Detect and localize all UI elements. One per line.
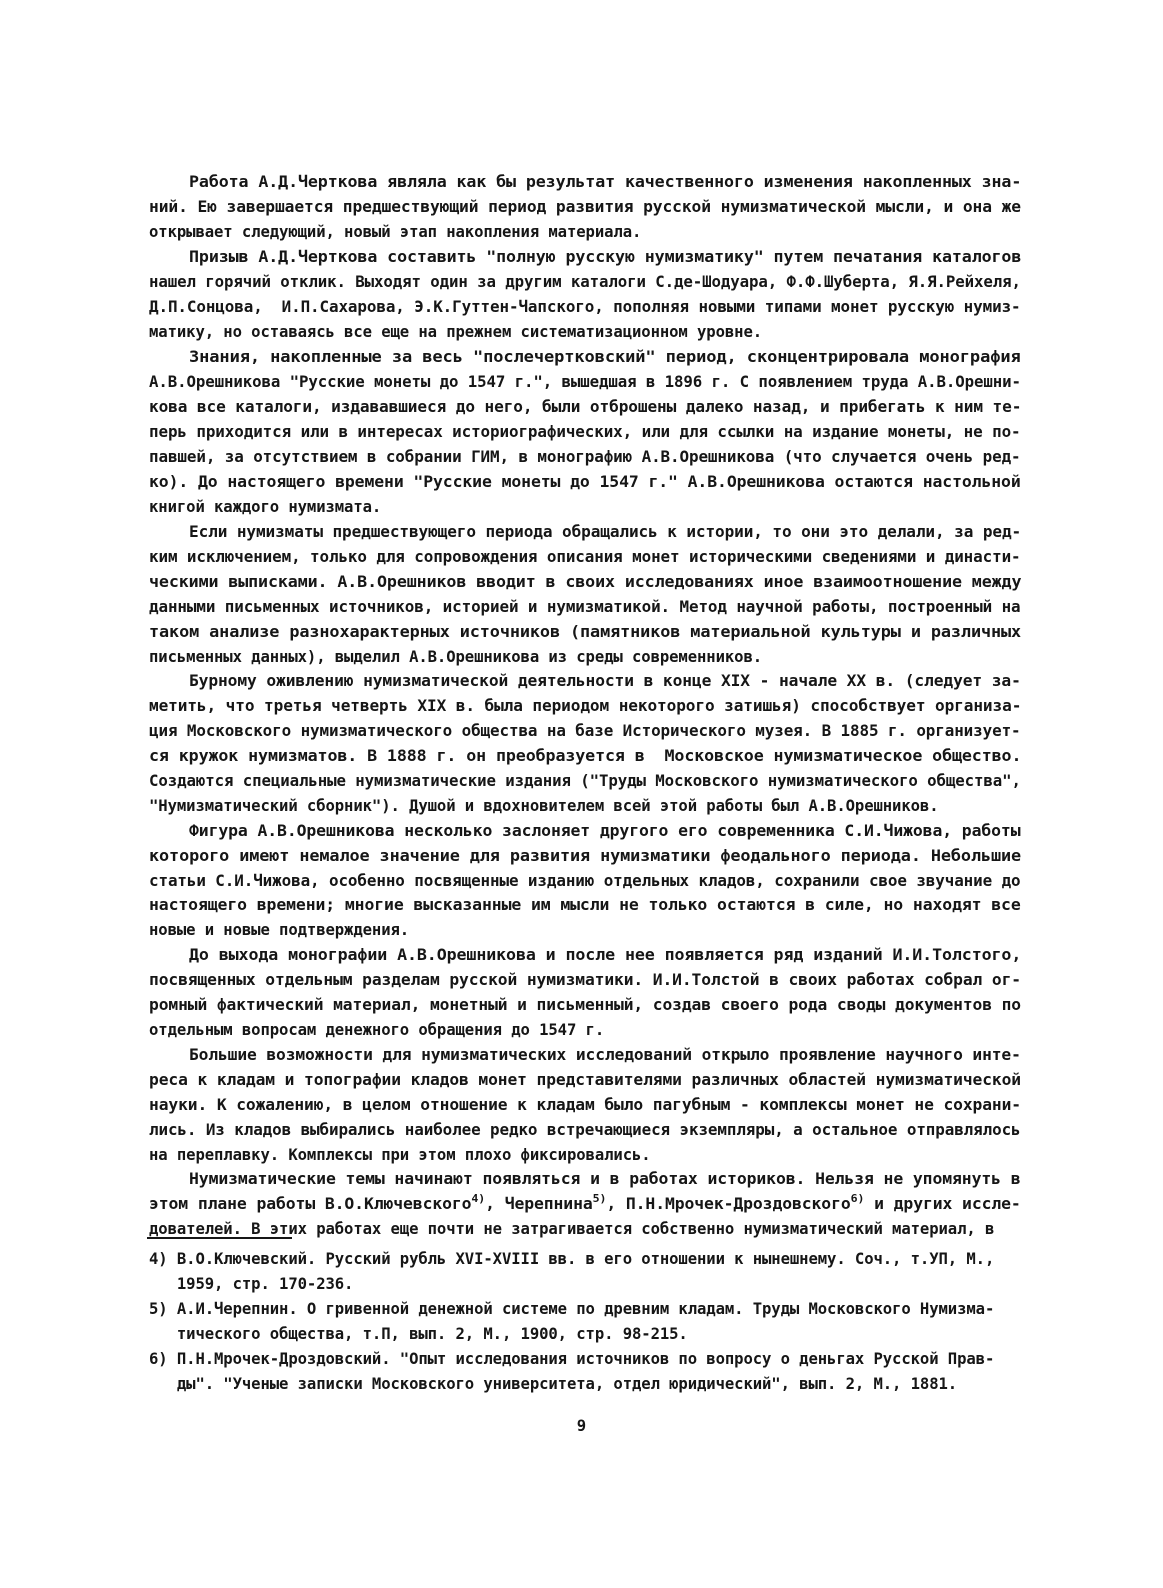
text-line: ко). До настоящего времени "Русские монеты до 1547 г." А.В.Орешникова остаются настольной [149, 473, 1021, 491]
text-line: Работа А.Д.Черткова являла как бы результат качественного изменения накопленных зна- [189, 173, 1022, 191]
text-line: которого имеют немалое значение для развития нумизматики феодального периода. Небольшие [149, 847, 1022, 865]
text-line: Нумизматические темы начинают появляться и в работах историков. Нельзя не упомянуть в [189, 1170, 1021, 1188]
text-line: книгой каждого нумизмата. [149, 498, 382, 516]
text-run: и других иссле- [864, 1195, 1021, 1213]
text-line: метить, что третья четверть XIX в. была периодом некоторого затишья) способствует организа- [149, 697, 1022, 715]
text-line: матику, но оставаясь все еще на прежнем систематизационном уровне. [149, 323, 763, 341]
text-line: Фигура А.В.Орешникова несколько заслоняет другого его современника С.И.Чижова, работы [189, 822, 1021, 840]
text-line: ция Московского нумизматического общества на базе Исторического музея. В 1885 г. организует- [149, 722, 1021, 740]
footnote-line: 5) А.И.Черепнин. О гривенной денежной системе по древним кладам. Труды Московского Нумизма- [149, 1300, 995, 1318]
text-line: Призыв А.Д.Черткова составить "полную русскую нумизматику" путем печатания каталогов [189, 248, 1022, 266]
text-line: нашел горячий отклик. Выходят один за другим каталоги С.де-Шодуара, Ф.Ф.Шуберта, Я.Я.Рейхеля, [149, 273, 1021, 291]
text-line: До выхода монографии А.В.Орешникова и после нее появляется ряд изданий И.И.Толстого, [189, 946, 1022, 964]
footnote-line: 6) П.Н.Мрочек-Дроздовский. "Опыт исследования источников по вопросу о деньгах Русской Прав- [149, 1350, 995, 1368]
text-line: ким исключением, только для сопровождения описания монет историческими сведениями и династи- [149, 548, 1021, 566]
text-line: дователей. В этих работах еще почти не затрагивается собственно нумизматический материал, в [149, 1220, 995, 1238]
footnote-line: 4) В.О.Ключевский. Русский рубль XVI-XVIII вв. в его отношении к нынешнему. Соч., т.УП, М., [149, 1250, 995, 1268]
page-number: 9 [576, 1417, 587, 1435]
text-line: Знания, накопленные за весь "послечертковский" период, сконцентрировала монография [189, 348, 1021, 366]
footnote-marker: 5) [592, 1192, 607, 1205]
text-line: статьи С.И.Чижова, особенно посвященные изданию отдельных кладов, сохранили свое звучание до [149, 872, 1021, 890]
text-line: Если нумизматы предшествующего периода обращались к истории, то они это делали, за ред- [189, 523, 1022, 541]
text-run: этом плане работы В.О.Ключевского [149, 1195, 472, 1213]
footnote-line: 1959, стр. 170-236. [149, 1275, 354, 1293]
text-line: Д.П.Сонцова, И.П.Сахарова, Э.К.Гуттен-Чапского, пополняя новыми типами монет русскую нумиз- [149, 298, 1021, 316]
text-line: новые и новые подтверждения. [149, 921, 410, 939]
text-line: ся кружок нумизматов. В 1888 г. он преобразуется в Московское нумизматическое общество. [149, 747, 1022, 765]
footnote-marker: 4) [471, 1192, 486, 1205]
text-line: настоящего времени; многие высказанные им мысли не только остаются в силе, но находят все [149, 896, 1021, 914]
text-line: таком анализе разнохарактерных источников (памятников материальной культуры и различных [149, 623, 1022, 641]
footnote-separator [147, 1237, 292, 1239]
text-line: письменных данных), выделил А.В.Орешникова из среды современников. [149, 648, 763, 666]
text-line: "Нумизматический сборник"). Душой и вдохновителем всей этой работы был А.В.Орешников. [149, 797, 939, 815]
footnote-marker: 6) [850, 1192, 865, 1205]
text-line: ромный фактический материал, монетный и письменный, создав своего рода своды документов по [149, 996, 1021, 1014]
text-line: ний. Ею завершается предшествующий период развития русской нумизматической мысли, и она же [149, 198, 1021, 216]
text-line: павшей, за отсутствием в собрании ГИМ, в монографию А.В.Орешникова (что случается очень ред- [149, 448, 1021, 466]
text-run: , Черепнина [485, 1195, 593, 1213]
footnote-line: тического общества, т.П, вып. 2, М., 1900, стр. 98-215. [149, 1325, 688, 1343]
text-line: отдельным вопросам денежного обращения до 1547 г. [149, 1021, 605, 1039]
text-line: посвященных отдельным разделам русской нумизматики. И.И.Толстой в своих работах собрал ог- [149, 971, 1021, 989]
text-line: кова все каталоги, издававшиеся до него, были отброшены далеко назад, и прибегать к ним те- [149, 398, 1022, 416]
text-line: на переплавку. Комплексы при этом плохо фиксировались. [149, 1146, 651, 1164]
text-line: Большие возможности для нумизматических исследований открыло проявление научного инте- [189, 1046, 1021, 1064]
text-line: реса к кладам и топографии кладов монет представителями различных областей нумизматической [149, 1071, 1021, 1089]
text-line: Создаются специальные нумизматические издания ("Труды Московского нумизматического общества", [149, 772, 1021, 790]
text-line: ческими выписками. А.В.Орешников вводит в своих исследованиях иное взаимоотношение между [149, 573, 1022, 591]
text-line: перь приходится или в интересах историографических, или для ссылки на издание монеты, не по- [149, 423, 1021, 441]
text-run: , П.Н.Мрочек-Дроздовского [606, 1195, 851, 1213]
text-line [149, 1192, 1021, 1216]
text-line: лись. Из кладов выбирались наиболее редко встречающиеся экземпляры, а остальное отправлялось [149, 1121, 1021, 1139]
text-line: данными письменных источников, историей и нумизматикой. Метод научной работы, построенный на [149, 598, 1021, 616]
text-line: науки. К сожалению, в целом отношение к кладам было пагубным - комплексы монет не сохрани- [149, 1096, 1021, 1114]
text-line: А.В.Орешникова "Русские монеты до 1547 г.", вышедшая в 1896 г. С появлением труда А.В.Орешни- [149, 373, 1021, 391]
text-line: открывает следующий, новый этап накопления материала. [149, 223, 642, 241]
text-line: Бурному оживлению нумизматической деятельности в конце XIX - начале XX в. (следует за- [189, 672, 1021, 690]
footnote-line: ды". "Ученые записки Московского университета, отдел юридический", вып. 2, М., 1881. [149, 1375, 958, 1393]
